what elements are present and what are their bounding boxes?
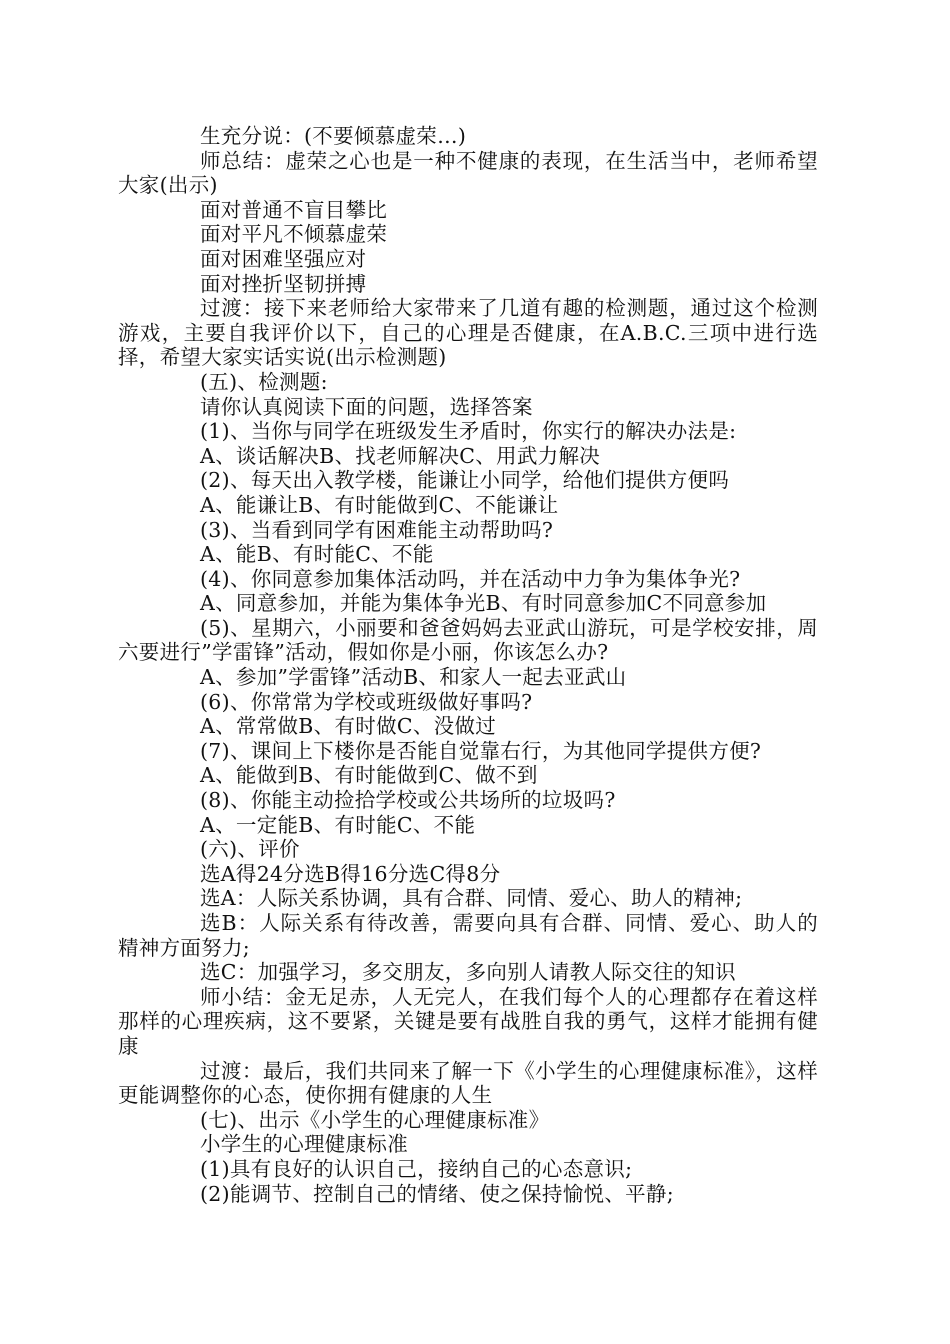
- answer-options: A、参加”学雷锋”活动B、和家人一起去亚武山: [200, 665, 627, 690]
- question: (6)、你常常为学校或班级做好事吗?: [200, 689, 533, 714]
- paragraph: 师小结：金无足赤，人无完人，在我们每个人的心理都存在着这样那样的心理疾病，这不要紧，关键是要有战胜自我的勇气，这样才能拥有健康: [118, 984, 818, 1058]
- paragraph: 面对平凡不倾慕虚荣: [200, 222, 388, 247]
- answer-options: A、能谦让B、有时能做到C、不能谦让: [200, 492, 559, 517]
- paragraph: 选B：人际关系有待改善，需要向具有合群、同情、爱心、助人的精神方面努力;: [118, 911, 818, 960]
- question: (1)、当你与同学在班级发生矛盾时，你实行的解决办法是:: [200, 419, 737, 444]
- question: (5)、星期六，小丽要和爸爸妈妈去亚武山游玩，可是学校安排，周六要进行”学雷锋”活动，假如你是小丽，你该怎么办?: [118, 615, 818, 665]
- paragraph: 请你认真阅读下面的问题，选择答案: [200, 394, 533, 419]
- paragraph: (2)能调节、控制自己的情绪、使之保持愉悦、平静;: [200, 1181, 674, 1206]
- section-heading: (六)、评价: [200, 837, 300, 862]
- paragraph: 面对困难坚强应对: [200, 246, 367, 271]
- paragraph: 师总结：虚荣之心也是一种不健康的表现，在生活当中，老师希望大家(出示): [118, 148, 818, 198]
- answer-options: A、谈话解决B、找老师解决C、用武力解决: [200, 443, 601, 468]
- document-page: [118, 124, 818, 1206]
- paragraph: 过渡：最后，我们共同来了解一下《小学生的心理健康标准》，这样更能调整你的心态，使你拥有健康的人生: [118, 1058, 818, 1108]
- paragraph: 生充分说：(不要倾慕虚荣…): [200, 124, 467, 148]
- paragraph: 面对挫折坚韧拼搏: [200, 271, 367, 296]
- paragraph: 小学生的心理健康标准: [200, 1132, 408, 1157]
- section-heading: (七)、出示《小学生的心理健康标准》: [200, 1107, 550, 1132]
- question: (3)、当看到同学有困难能主动帮助吗?: [200, 517, 554, 542]
- paragraph: 过渡：接下来老师给大家带来了几道有趣的检测题，通过这个检测游戏，主要自我评价以下，自己的心理是否健康，在A.B.C.三项中进行选择，希望大家实话实说(出示检测题): [118, 296, 818, 370]
- answer-options: A、常常做B、有时做C、没做过: [200, 714, 497, 739]
- answer-options: A、能B、有时能C、不能: [200, 542, 434, 567]
- question: (7)、课间上下楼你是否能自觉靠右行，为其他同学提供方便?: [200, 738, 762, 763]
- paragraph: 面对普通不盲目攀比: [200, 197, 388, 222]
- section-heading: (五)、检测题:: [200, 369, 328, 394]
- answer-options: A、一定能B、有时能C、不能: [200, 812, 476, 837]
- question: (2)、每天出入教学楼，能谦让小同学，给他们提供方便吗: [200, 468, 730, 493]
- paragraph: 选A：人际关系协调，具有合群、同情、爱心、助人的精神;: [200, 886, 743, 911]
- paragraph: 选A得24分选B得16分选C得8分: [200, 861, 501, 886]
- paragraph: (1)具有良好的认识自己，接纳自己的心态意识;: [200, 1156, 633, 1181]
- question: (8)、你能主动捡拾学校或公共场所的垃圾吗?: [200, 788, 616, 813]
- paragraph: 选C：加强学习，多交朋友，多向别人请教人际交往的知识: [200, 960, 736, 985]
- question: (4)、你同意参加集体活动吗，并在活动中力争为集体争光?: [200, 566, 741, 591]
- answer-options: A、能做到B、有时能做到C、做不到: [200, 763, 538, 788]
- answer-options: A、同意参加，并能为集体争光B、有时同意参加C不同意参加: [200, 591, 767, 616]
